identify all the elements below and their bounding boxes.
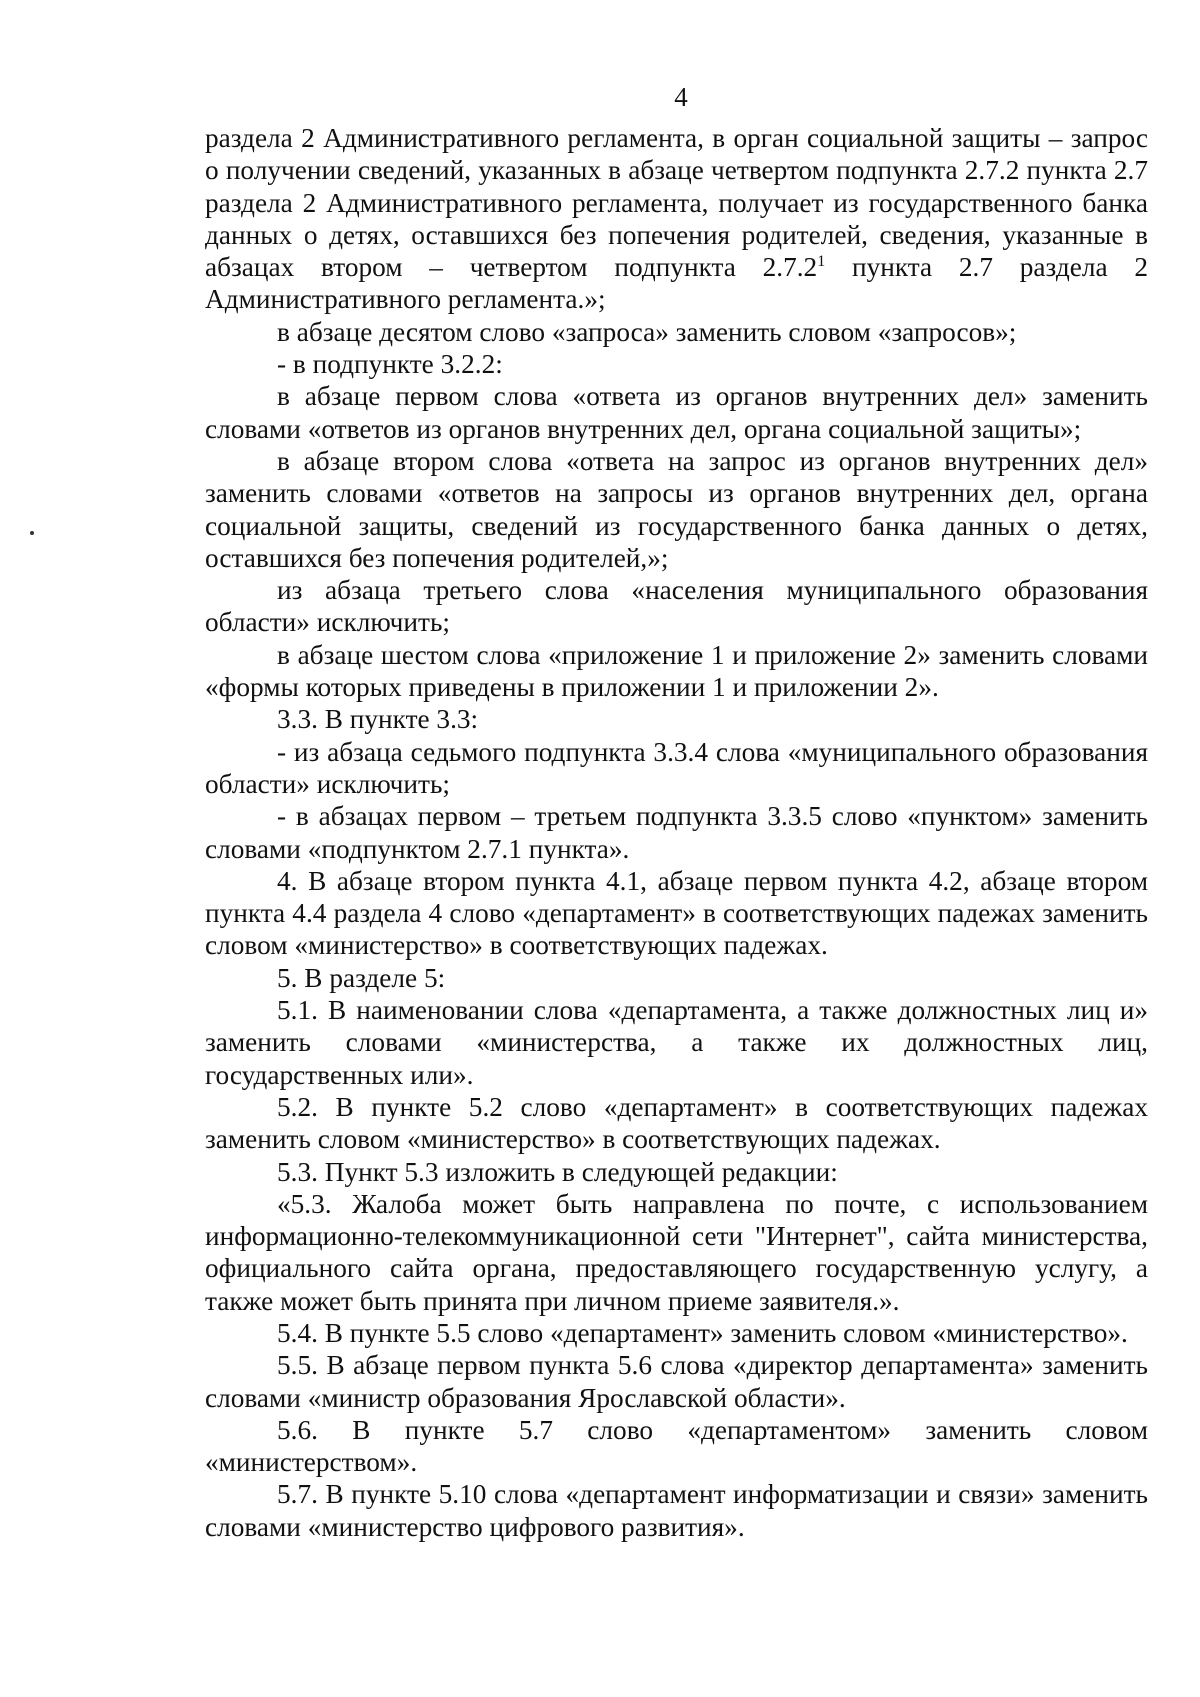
paragraph-19: 5.6. В пункте 5.7 слово «департаментом» заменить словом «министерством». — [205, 1414, 1148, 1478]
paragraph-15: 5.3. Пункт 5.3 изложить в следующей редакции: — [277, 1156, 838, 1187]
document-body — [205, 122, 1148, 1543]
paragraph-7: в абзаце шестом слова «приложение 1 и приложение 2» заменить словами «формы которых приведены в приложении 1 и приложении 2». — [205, 639, 1148, 703]
paragraph-17: 5.4. В пункте 5.5 слово «департамент» заменить словом «министерство». — [277, 1317, 1128, 1348]
paragraph-1 — [205, 122, 1148, 316]
paragraph-16: «5.3. Жалоба может быть направлена по почте, с использованием информационно-телекоммуникационной сети "Интернет", сайта министерства, официального сайта органа, предоставляющего государственную услугу, а также может быть принята при личном приеме заявителя.». — [205, 1188, 1148, 1316]
paragraph-11: 4. В абзаце втором пункта 4.1, абзаце первом пункта 4.2, абзаце втором пункта 4.4 раздела 4 слово «департамент» в соответствующих падежах заменить словом «министерство» в соответствующих падежах. — [205, 865, 1148, 961]
paragraph-13: 5.1. В наименовании слова «департамента, а также должностных лиц и» заменить словами «министерства, а также их должностных лиц, государственных или». — [205, 995, 1148, 1090]
paragraph-9: - из абзаца седьмого подпункта 3.3.4 слова «муниципального образования области» исключить; — [205, 736, 1148, 799]
superscript-1: 1 — [817, 253, 826, 271]
paragraph-20: 5.7. В пункте 5.10 слова «департамент информатизации и связи» заменить словами «министерство цифрового развития». — [205, 1479, 1148, 1542]
paragraph-5: в абзаце втором слова «ответа на запрос из органов внутренних дел» заменить словами «ответов на запросы из органов внутренних дел, органа социальной защиты, сведений из государственного банка данных о детях, оставшихся без попечения родителей,»; — [205, 445, 1148, 573]
page-number: 4 — [674, 82, 688, 112]
paragraph-1-text: раздела 2 Административного регламента, в орган социальной защиты – запрос о получении сведений, указанных в абзаце четвертом подпункта 2.7.2 пункта 2.7 раздела 2 Административного регламента, получает из государственного банка данных о детях, оставшихся без попечения родителей, сведения, указанные в абзацах втором – четвертом подпункта 2.7.2 — [205, 123, 1148, 283]
paragraph-3: - в подпункте 3.2.2: — [277, 349, 503, 380]
paragraph-2: в абзаце десятом слово «запроса» заменить словом «запросов»; — [277, 316, 1017, 347]
paragraph-18: 5.5. В абзаце первом пункта 5.6 слова «директор департамента» заменить словами «министр образования Ярославской области». — [205, 1350, 1148, 1413]
scan-speck — [30, 531, 34, 535]
paragraph-8: 3.3. В пункте 3.3: — [277, 704, 479, 735]
paragraph-12: 5. В разделе 5: — [277, 962, 446, 993]
paragraph-6: из абзаца третьего слова «населения муниципального образования области» исключить; — [205, 575, 1148, 638]
paragraph-1-tail: пункта 2.7 раздела 2 Административного регламента.»; — [205, 252, 1148, 315]
paragraph-14: 5.2. В пункте 5.2 слово «департамент» в соответствующих падежах заменить словом «министерство» в соответствующих падежах. — [205, 1091, 1148, 1155]
paragraph-4: в абзаце первом слова «ответа из органов внутренних дел» заменить словами «ответов из органов внутренних дел, органа социальной защиты»; — [205, 381, 1148, 444]
paragraph-10: - в абзацах первом – третьем подпункта 3.3.5 слово «пунктом» заменить словами «подпунктом 2.7.1 пункта». — [205, 801, 1148, 864]
